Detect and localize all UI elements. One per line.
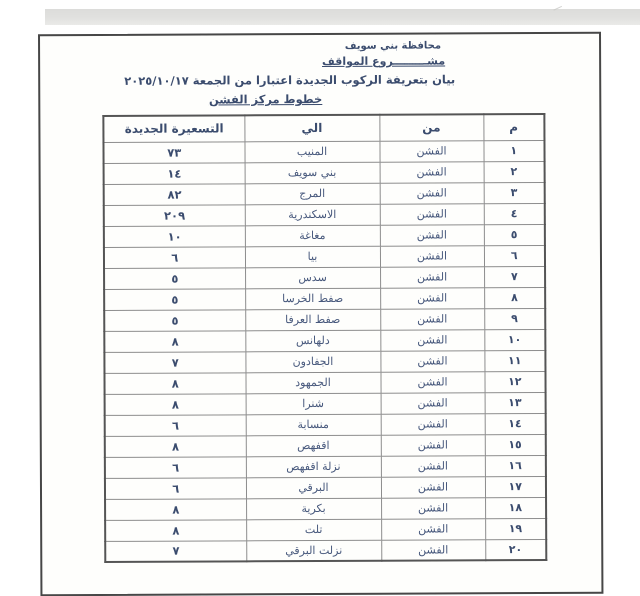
col-header-to: الي	[244, 115, 379, 142]
scanner-edge-band	[45, 9, 640, 25]
to-cell: الجمهود	[245, 372, 380, 394]
col-header-price: التسعيرة الجديدة	[103, 115, 244, 142]
table-row	[104, 308, 545, 331]
to-cell: بني سويف	[245, 162, 380, 184]
to-cell: منسابة	[246, 414, 381, 436]
document-title: بيان بتعريفة الركوب الجديدة اعتبارا من الجمعة ٢٠٢٥/١٠/١٧	[124, 72, 456, 88]
price-cell: ١٤	[104, 162, 245, 184]
price-cell: ٦	[105, 477, 246, 499]
from-cell: الفشن	[381, 518, 485, 539]
to-cell: صفط الخرسا	[245, 288, 380, 310]
price-cell: ٨	[104, 372, 245, 394]
row-number-cell: ١٨	[485, 497, 546, 518]
document-subtitle: خطوط مركز الفشن	[208, 91, 323, 107]
row-number-cell: ١	[483, 140, 544, 161]
table-row	[104, 245, 545, 268]
price-cell: ٨	[104, 330, 245, 352]
from-cell: الفشن	[380, 245, 484, 266]
table-row	[104, 350, 545, 373]
to-cell: بكرية	[246, 498, 381, 520]
table-row	[104, 266, 545, 289]
row-number-cell: ٧	[484, 266, 545, 287]
to-cell: مغاغة	[245, 225, 380, 247]
from-cell: الفشن	[380, 329, 484, 350]
to-cell: المنيب	[244, 141, 379, 163]
table-header-row	[103, 114, 544, 142]
row-number-cell: ١٠	[484, 329, 545, 350]
from-cell: الفشن	[381, 413, 485, 434]
table-row	[103, 140, 544, 163]
table-row	[104, 287, 545, 310]
row-number-cell: ١٧	[485, 476, 546, 497]
table-row	[104, 329, 545, 352]
price-cell: ٨	[105, 519, 246, 541]
from-cell: الفشن	[380, 350, 484, 371]
to-cell: البرقي	[246, 477, 381, 499]
price-cell: ٥	[104, 309, 245, 331]
from-cell: الفشن	[380, 203, 484, 224]
table-row	[105, 476, 546, 499]
to-cell: تلت	[246, 519, 381, 541]
table-row	[104, 182, 545, 205]
price-cell: ٨	[105, 393, 246, 415]
table-body	[103, 140, 546, 562]
from-cell: الفشن	[381, 455, 485, 476]
department-name: مشـــــــــروع المواقف	[321, 54, 446, 68]
row-number-cell: ٨	[484, 287, 545, 308]
table-row	[105, 434, 546, 457]
price-cell: ٦	[105, 414, 246, 436]
row-number-cell: ٥	[484, 224, 545, 245]
from-cell: الفشن	[381, 392, 485, 413]
from-cell: الفشن	[380, 224, 484, 245]
governorate-name: محافظة بني سويف	[344, 40, 442, 52]
price-cell: ٦	[105, 456, 246, 478]
from-cell: الفشن	[380, 161, 484, 182]
price-cell: ١٠	[104, 225, 245, 247]
row-number-cell: ٤	[484, 203, 545, 224]
table-row	[105, 455, 546, 478]
to-cell: نزلت البرقي	[246, 540, 381, 562]
row-number-cell: ١٩	[485, 518, 546, 539]
price-cell: ٧	[105, 540, 246, 562]
table-row	[104, 371, 545, 394]
row-number-cell: ٢٠	[485, 539, 546, 560]
from-cell: الفشن	[381, 497, 485, 518]
fare-table	[102, 113, 547, 563]
table-row	[105, 392, 546, 415]
table-row	[105, 539, 546, 562]
col-header-number: م	[483, 114, 544, 140]
from-cell: الفشن	[379, 140, 483, 161]
row-number-cell: ١٢	[484, 371, 545, 392]
to-cell: الجفادون	[245, 351, 380, 373]
table-row	[104, 203, 545, 226]
to-cell: دلهانس	[245, 330, 380, 352]
price-cell: ٨٢	[104, 183, 245, 205]
row-number-cell: ١٦	[485, 455, 546, 476]
price-cell: ٢٠٩	[104, 204, 245, 226]
row-number-cell: ٦	[484, 245, 545, 266]
from-cell: الفشن	[380, 182, 484, 203]
from-cell: الفشن	[381, 434, 485, 455]
price-cell: ٥	[104, 288, 245, 310]
row-number-cell: ١٣	[485, 392, 546, 413]
to-cell: بيا	[245, 246, 380, 268]
to-cell: اقفهص	[246, 435, 381, 457]
from-cell: الفشن	[380, 287, 484, 308]
table-row	[104, 224, 545, 247]
to-cell: الاسكندرية	[245, 204, 380, 226]
row-number-cell: ٩	[484, 308, 545, 329]
price-cell: ٧	[104, 351, 245, 373]
price-cell: ٧٣	[103, 141, 244, 163]
price-cell: ٨	[105, 435, 246, 457]
from-cell: الفشن	[381, 539, 485, 560]
to-cell: سدس	[245, 267, 380, 289]
row-number-cell: ١١	[484, 350, 545, 371]
to-cell: صفط العرفا	[245, 309, 380, 331]
to-cell: شنرا	[246, 393, 381, 415]
row-number-cell: ١٥	[485, 434, 546, 455]
row-number-cell: ١٤	[485, 413, 546, 434]
from-cell: الفشن	[380, 308, 484, 329]
col-header-from: من	[379, 114, 483, 140]
row-number-cell: ٣	[484, 182, 545, 203]
price-cell: ٥	[104, 267, 245, 289]
price-cell: ٦	[104, 246, 245, 268]
from-cell: الفشن	[380, 266, 484, 287]
to-cell: المرج	[245, 183, 380, 205]
table-row	[105, 413, 546, 436]
table-row	[105, 518, 546, 541]
to-cell: نزلة اقفهص	[246, 456, 381, 478]
document-page	[38, 32, 603, 596]
from-cell: الفشن	[381, 476, 485, 497]
table-row	[104, 161, 545, 184]
row-number-cell: ٢	[484, 161, 545, 182]
table-row	[105, 497, 546, 520]
price-cell: ٨	[105, 498, 246, 520]
from-cell: الفشن	[380, 371, 484, 392]
